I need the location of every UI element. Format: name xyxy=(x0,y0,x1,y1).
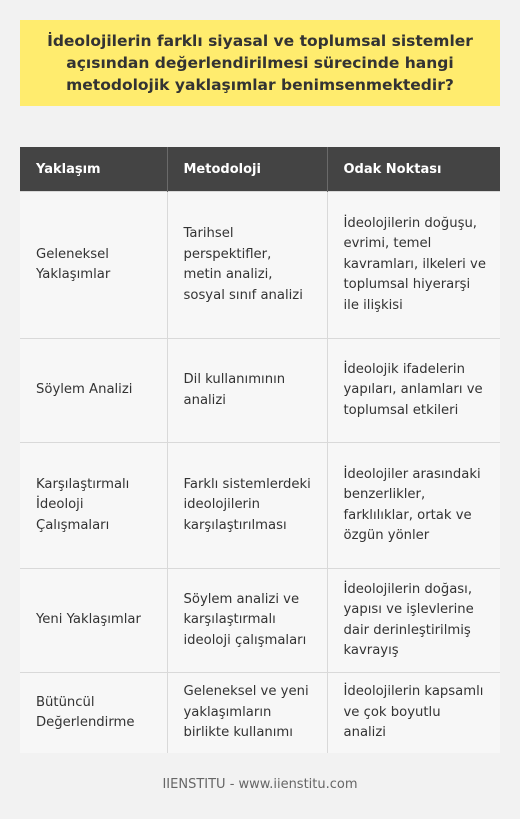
cell-methodology: Tarihsel perspektifler, metin analizi, sosyal sınıf analizi xyxy=(167,192,327,339)
header-methodology: Metodoloji xyxy=(167,147,327,192)
cell-approach: Yeni Yaklaşımlar xyxy=(20,569,167,673)
table-row xyxy=(20,443,500,569)
table-row xyxy=(20,673,500,754)
table-row xyxy=(20,339,500,443)
cell-methodology: Farklı sistemlerdeki ideolojilerin karşılaştırılması xyxy=(167,443,327,569)
cell-methodology: Geleneksel ve yeni yaklaşımların birlikte kullanımı xyxy=(167,673,327,754)
cell-focus: İdeolojilerin doğuşu, evrimi, temel kavramları, ilkeleri ve toplumsal hiyerarşi ile ilişkisi xyxy=(327,192,500,339)
header-approach: Yaklaşım xyxy=(20,147,167,192)
cell-focus: İdeolojilerin kapsamlı ve çok boyutlu analizi xyxy=(327,673,500,754)
cell-focus: İdeolojiler arasındaki benzerlikler, farklılıklar, ortak ve özgün yönler xyxy=(327,443,500,569)
cell-focus: İdeolojik ifadelerin yapıları, anlamları ve toplumsal etkileri xyxy=(327,339,500,443)
footer-credit: IIENSTITU - www.iienstitu.com xyxy=(162,777,358,792)
cell-approach: Bütüncül Değerlendirme xyxy=(20,673,167,754)
page-title: İdeolojilerin farklı siyasal ve toplumsal sistemler açısından değerlendirilmesi sürecinde hangi metodolojik yaklaşımlar benimsenmektedir? xyxy=(47,32,473,94)
header-focus: Odak Noktası xyxy=(327,147,500,192)
table-row xyxy=(20,192,500,339)
methodology-table xyxy=(20,147,500,753)
table-row xyxy=(20,569,500,673)
title-banner xyxy=(20,20,500,106)
cell-focus: İdeolojilerin doğası, yapısı ve işlevlerine dair derinleştirilmiş kavrayış xyxy=(327,569,500,673)
cell-approach: Karşılaştırmalı İdeoloji Çalışmaları xyxy=(20,443,167,569)
table-header-row xyxy=(20,147,500,192)
cell-approach: Söylem Analizi xyxy=(20,339,167,443)
cell-methodology: Dil kullanımının analizi xyxy=(167,339,327,443)
cell-methodology: Söylem analizi ve karşılaştırmalı ideoloji çalışmaları xyxy=(167,569,327,673)
cell-approach: Geleneksel Yaklaşımlar xyxy=(20,192,167,339)
